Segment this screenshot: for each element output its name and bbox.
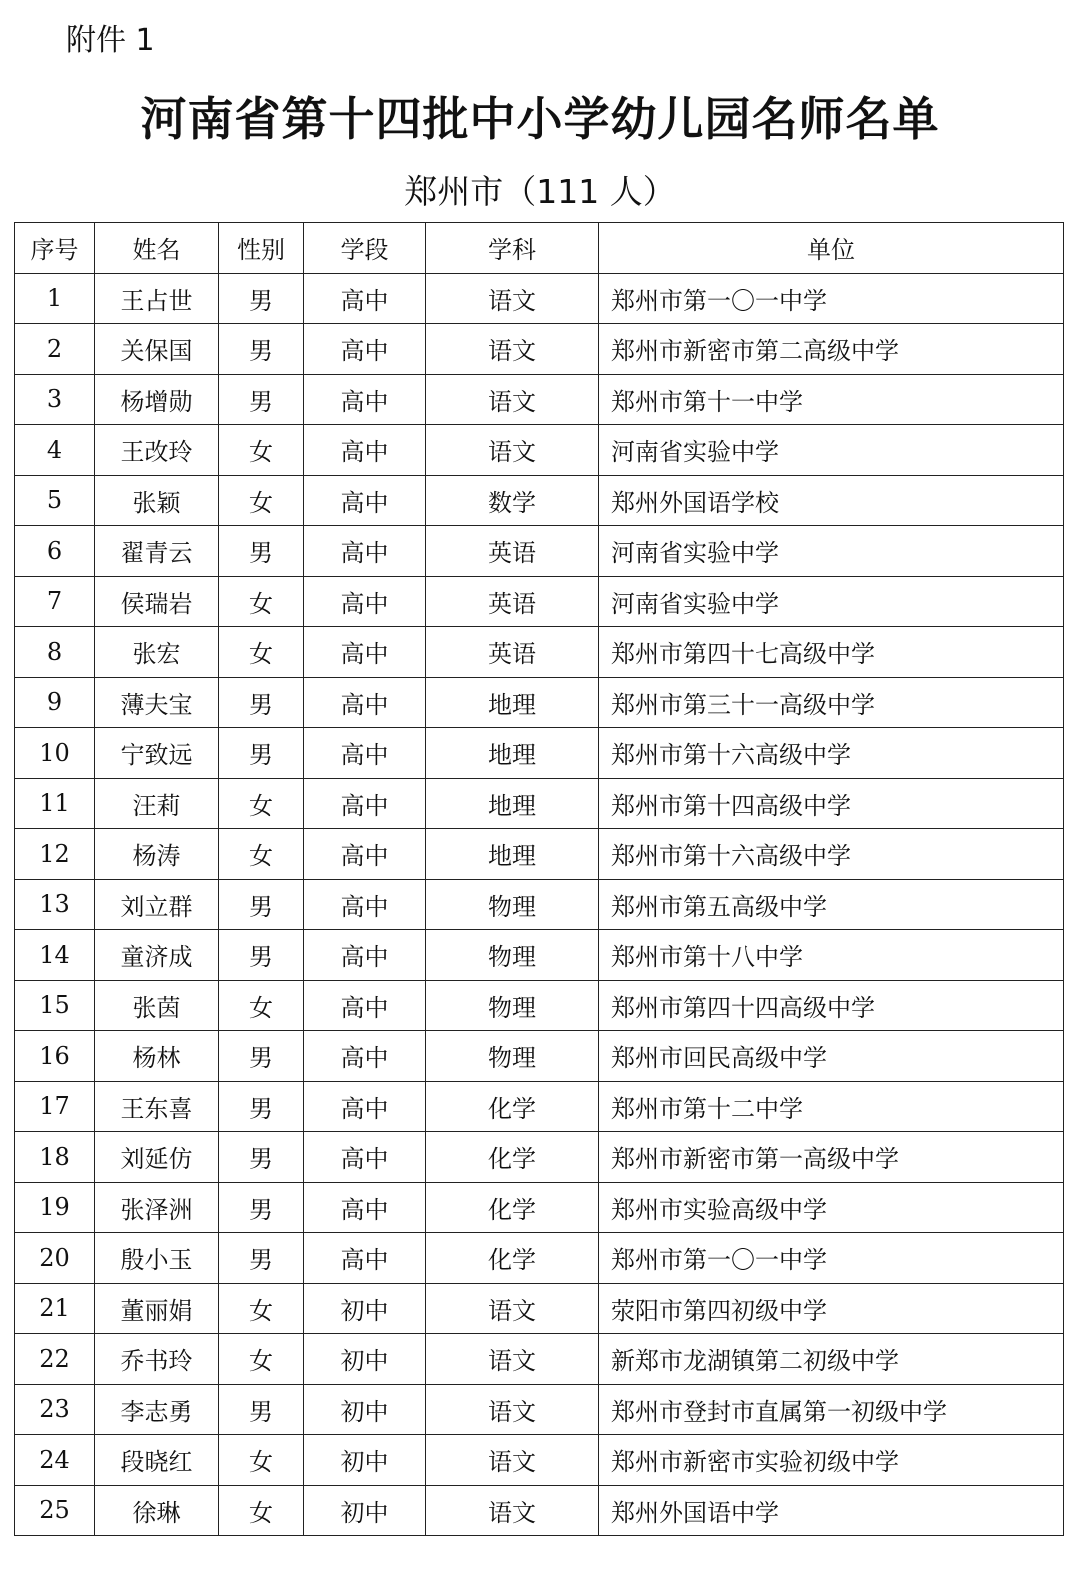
cell-index: 14 <box>15 930 95 981</box>
cell-gender: 女 <box>219 475 304 526</box>
table-row <box>15 879 1064 930</box>
cell-index: 17 <box>15 1081 95 1132</box>
table-row <box>15 576 1064 627</box>
cell-index: 8 <box>15 627 95 678</box>
cell-unit: 郑州市第一〇一中学 <box>599 273 1064 324</box>
header-gender: 性别 <box>219 223 304 274</box>
table-row <box>15 425 1064 476</box>
cell-name: 宁致远 <box>95 728 219 779</box>
cell-unit: 郑州市第十二中学 <box>599 1081 1064 1132</box>
cell-name: 杨涛 <box>95 829 219 880</box>
cell-unit: 新郑市龙湖镇第二初级中学 <box>599 1334 1064 1385</box>
table-row <box>15 1081 1064 1132</box>
cell-subject: 语文 <box>426 425 599 476</box>
cell-name: 刘延仿 <box>95 1132 219 1183</box>
cell-stage: 高中 <box>304 324 426 375</box>
table-row <box>15 1132 1064 1183</box>
cell-unit: 郑州市新密市第二高级中学 <box>599 324 1064 375</box>
attachment-label: 附件 1 <box>66 23 155 58</box>
table-row <box>15 1435 1064 1486</box>
cell-stage: 高中 <box>304 1031 426 1082</box>
cell-gender: 女 <box>219 778 304 829</box>
cell-stage: 初中 <box>304 1435 426 1486</box>
cell-subject: 语文 <box>426 1435 599 1486</box>
cell-name: 李志勇 <box>95 1384 219 1435</box>
cell-subject: 物理 <box>426 930 599 981</box>
cell-stage: 初中 <box>304 1334 426 1385</box>
cell-gender: 男 <box>219 1182 304 1233</box>
cell-index: 2 <box>15 324 95 375</box>
cell-gender: 女 <box>219 627 304 678</box>
cell-subject: 地理 <box>426 829 599 880</box>
table-row <box>15 1182 1064 1233</box>
table-row <box>15 778 1064 829</box>
cell-index: 24 <box>15 1435 95 1486</box>
cell-stage: 高中 <box>304 425 426 476</box>
header-name: 姓名 <box>95 223 219 274</box>
cell-name: 董丽娟 <box>95 1283 219 1334</box>
table-row <box>15 930 1064 981</box>
cell-name: 张颖 <box>95 475 219 526</box>
cell-subject: 物理 <box>426 980 599 1031</box>
table-row <box>15 1334 1064 1385</box>
cell-gender: 女 <box>219 1485 304 1536</box>
cell-index: 11 <box>15 778 95 829</box>
cell-name: 张泽洲 <box>95 1182 219 1233</box>
table-row <box>15 627 1064 678</box>
cell-subject: 语文 <box>426 1384 599 1435</box>
cell-unit: 河南省实验中学 <box>599 576 1064 627</box>
table-row <box>15 374 1064 425</box>
cell-unit: 郑州市第十六高级中学 <box>599 728 1064 779</box>
cell-subject: 语文 <box>426 324 599 375</box>
cell-gender: 女 <box>219 1435 304 1486</box>
table-row <box>15 1031 1064 1082</box>
cell-index: 25 <box>15 1485 95 1536</box>
cell-index: 1 <box>15 273 95 324</box>
cell-unit: 郑州外国语中学 <box>599 1485 1064 1536</box>
table-row <box>15 829 1064 880</box>
cell-index: 19 <box>15 1182 95 1233</box>
cell-stage: 高中 <box>304 273 426 324</box>
cell-unit: 郑州市第一〇一中学 <box>599 1233 1064 1284</box>
cell-subject: 地理 <box>426 728 599 779</box>
cell-unit: 河南省实验中学 <box>599 425 1064 476</box>
cell-stage: 高中 <box>304 1182 426 1233</box>
cell-name: 张宏 <box>95 627 219 678</box>
cell-subject: 语文 <box>426 1485 599 1536</box>
cell-unit: 郑州市第五高级中学 <box>599 879 1064 930</box>
cell-index: 9 <box>15 677 95 728</box>
cell-subject: 物理 <box>426 879 599 930</box>
cell-stage: 高中 <box>304 576 426 627</box>
cell-index: 7 <box>15 576 95 627</box>
cell-subject: 化学 <box>426 1182 599 1233</box>
table-row <box>15 728 1064 779</box>
cell-subject: 化学 <box>426 1132 599 1183</box>
cell-unit: 郑州市第三十一高级中学 <box>599 677 1064 728</box>
cell-gender: 男 <box>219 728 304 779</box>
cell-stage: 高中 <box>304 526 426 577</box>
cell-index: 22 <box>15 1334 95 1385</box>
table-row <box>15 1233 1064 1284</box>
cell-unit: 郑州市实验高级中学 <box>599 1182 1064 1233</box>
table-row <box>15 526 1064 577</box>
cell-name: 张茵 <box>95 980 219 1031</box>
cell-subject: 语文 <box>426 273 599 324</box>
cell-name: 童济成 <box>95 930 219 981</box>
cell-stage: 高中 <box>304 879 426 930</box>
cell-name: 杨增勋 <box>95 374 219 425</box>
header-stage: 学段 <box>304 223 426 274</box>
cell-unit: 郑州市第四十四高级中学 <box>599 980 1064 1031</box>
cell-subject: 英语 <box>426 576 599 627</box>
header-subject: 学科 <box>426 223 599 274</box>
cell-gender: 男 <box>219 526 304 577</box>
cell-stage: 高中 <box>304 627 426 678</box>
cell-stage: 高中 <box>304 677 426 728</box>
cell-name: 侯瑞岩 <box>95 576 219 627</box>
cell-stage: 高中 <box>304 930 426 981</box>
cell-subject: 数学 <box>426 475 599 526</box>
cell-stage: 高中 <box>304 829 426 880</box>
cell-unit: 郑州市第四十七高级中学 <box>599 627 1064 678</box>
table-body <box>15 273 1064 1536</box>
cell-gender: 男 <box>219 1081 304 1132</box>
cell-unit: 郑州市第十六高级中学 <box>599 829 1064 880</box>
document-title: 河南省第十四批中小学幼儿园名师名单 <box>140 92 940 146</box>
table-row <box>15 324 1064 375</box>
cell-gender: 男 <box>219 1233 304 1284</box>
cell-gender: 男 <box>219 1384 304 1435</box>
cell-subject: 英语 <box>426 627 599 678</box>
cell-stage: 高中 <box>304 1132 426 1183</box>
cell-stage: 初中 <box>304 1283 426 1334</box>
cell-stage: 初中 <box>304 1485 426 1536</box>
table-row <box>15 1485 1064 1536</box>
cell-unit: 荥阳市第四初级中学 <box>599 1283 1064 1334</box>
cell-subject: 化学 <box>426 1233 599 1284</box>
table-row <box>15 1283 1064 1334</box>
cell-index: 6 <box>15 526 95 577</box>
cell-gender: 男 <box>219 324 304 375</box>
cell-unit: 郑州市回民高级中学 <box>599 1031 1064 1082</box>
section-title: 郑州市（111 人） <box>404 172 676 211</box>
table-header-row <box>15 223 1064 274</box>
cell-stage: 高中 <box>304 374 426 425</box>
cell-gender: 男 <box>219 930 304 981</box>
cell-gender: 男 <box>219 374 304 425</box>
cell-index: 16 <box>15 1031 95 1082</box>
cell-name: 翟青云 <box>95 526 219 577</box>
cell-gender: 女 <box>219 980 304 1031</box>
cell-gender: 男 <box>219 677 304 728</box>
cell-unit: 郑州市第十八中学 <box>599 930 1064 981</box>
cell-subject: 地理 <box>426 778 599 829</box>
cell-index: 10 <box>15 728 95 779</box>
cell-unit: 郑州外国语学校 <box>599 475 1064 526</box>
cell-gender: 女 <box>219 425 304 476</box>
cell-stage: 高中 <box>304 1081 426 1132</box>
header-index: 序号 <box>15 223 95 274</box>
cell-unit: 河南省实验中学 <box>599 526 1064 577</box>
cell-name: 刘立群 <box>95 879 219 930</box>
cell-subject: 地理 <box>426 677 599 728</box>
cell-subject: 语文 <box>426 1334 599 1385</box>
cell-name: 关保国 <box>95 324 219 375</box>
cell-name: 徐琳 <box>95 1485 219 1536</box>
table-row <box>15 980 1064 1031</box>
cell-subject: 语文 <box>426 1283 599 1334</box>
cell-stage: 高中 <box>304 1233 426 1284</box>
cell-index: 3 <box>15 374 95 425</box>
table-row <box>15 677 1064 728</box>
cell-index: 4 <box>15 425 95 476</box>
cell-gender: 男 <box>219 1132 304 1183</box>
cell-name: 乔书玲 <box>95 1334 219 1385</box>
cell-name: 汪莉 <box>95 778 219 829</box>
cell-stage: 初中 <box>304 1384 426 1435</box>
cell-index: 13 <box>15 879 95 930</box>
cell-gender: 男 <box>219 273 304 324</box>
teacher-roster-table <box>14 222 1064 1536</box>
cell-unit: 郑州市新密市第一高级中学 <box>599 1132 1064 1183</box>
cell-name: 段晓红 <box>95 1435 219 1486</box>
cell-index: 20 <box>15 1233 95 1284</box>
cell-gender: 男 <box>219 1031 304 1082</box>
cell-subject: 化学 <box>426 1081 599 1132</box>
table-row <box>15 475 1064 526</box>
header-unit: 单位 <box>599 223 1064 274</box>
cell-name: 薄夫宝 <box>95 677 219 728</box>
cell-index: 5 <box>15 475 95 526</box>
cell-index: 23 <box>15 1384 95 1435</box>
cell-name: 王占世 <box>95 273 219 324</box>
cell-subject: 物理 <box>426 1031 599 1082</box>
cell-index: 21 <box>15 1283 95 1334</box>
cell-index: 12 <box>15 829 95 880</box>
cell-stage: 高中 <box>304 980 426 1031</box>
cell-unit: 郑州市新密市实验初级中学 <box>599 1435 1064 1486</box>
cell-gender: 女 <box>219 1334 304 1385</box>
cell-name: 杨林 <box>95 1031 219 1082</box>
cell-name: 王改玲 <box>95 425 219 476</box>
table-row <box>15 1384 1064 1435</box>
cell-index: 18 <box>15 1132 95 1183</box>
cell-stage: 高中 <box>304 728 426 779</box>
cell-index: 15 <box>15 980 95 1031</box>
cell-gender: 女 <box>219 829 304 880</box>
cell-subject: 英语 <box>426 526 599 577</box>
cell-unit: 郑州市第十一中学 <box>599 374 1064 425</box>
cell-name: 王东喜 <box>95 1081 219 1132</box>
cell-name: 殷小玉 <box>95 1233 219 1284</box>
cell-unit: 郑州市登封市直属第一初级中学 <box>599 1384 1064 1435</box>
cell-gender: 女 <box>219 1283 304 1334</box>
cell-stage: 高中 <box>304 778 426 829</box>
cell-subject: 语文 <box>426 374 599 425</box>
cell-unit: 郑州市第十四高级中学 <box>599 778 1064 829</box>
cell-stage: 高中 <box>304 475 426 526</box>
cell-gender: 女 <box>219 576 304 627</box>
table-row <box>15 273 1064 324</box>
cell-gender: 男 <box>219 879 304 930</box>
